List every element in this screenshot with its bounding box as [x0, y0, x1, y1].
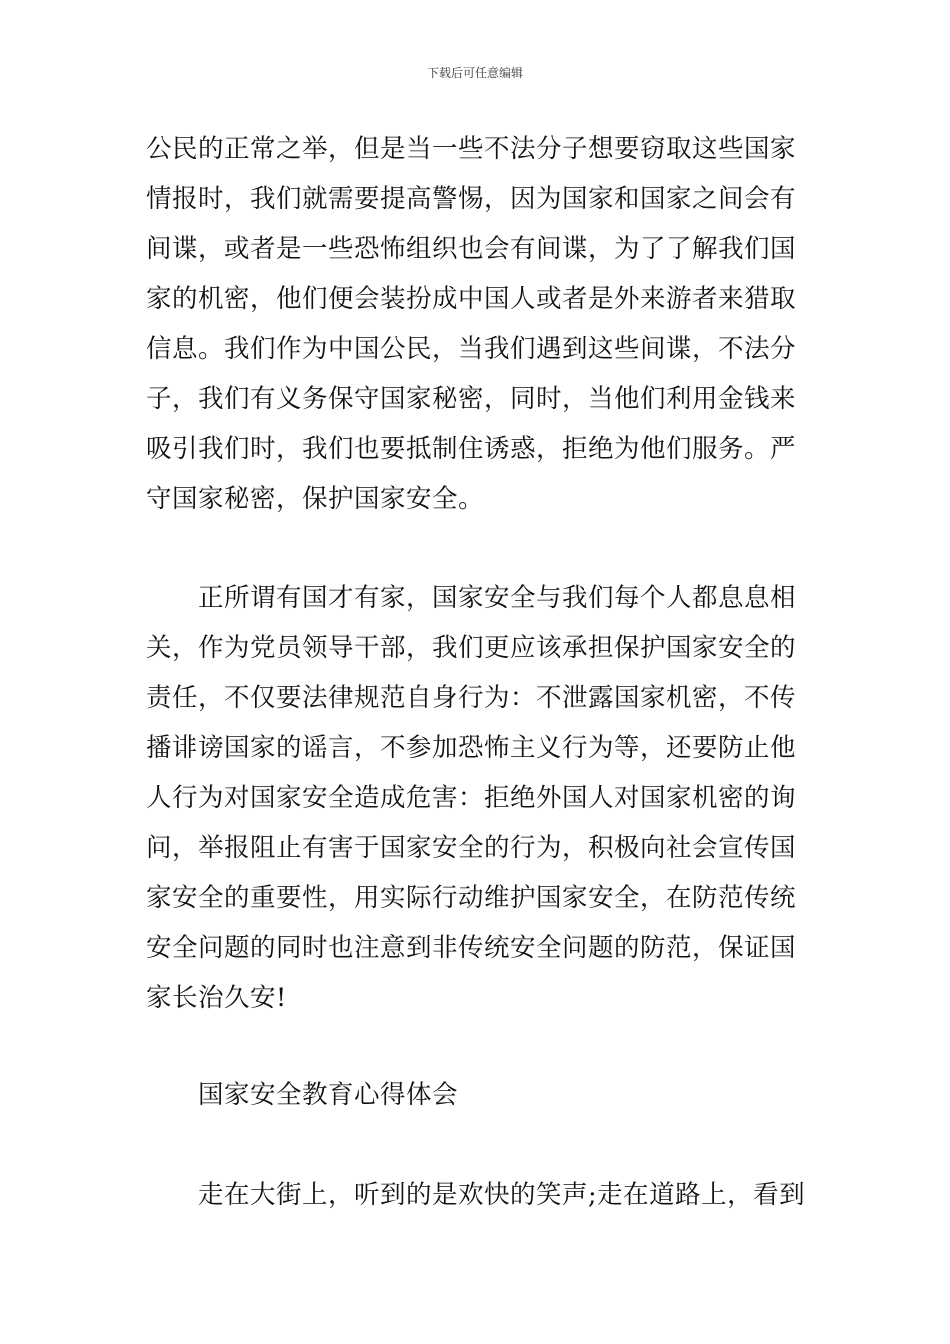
paragraph-line: 吸引我们时，我们也要抵制住诱惑，拒绝为他们服务。严: [146, 434, 797, 464]
paragraph-line: 问，举报阻止有害于国家安全的行为，积极向社会宣传国: [146, 833, 797, 863]
paragraph-3: [146, 1170, 806, 1220]
paragraph-1: [146, 124, 806, 524]
section-heading-text: 国家安全教育心得体会: [146, 1080, 459, 1110]
paragraph-line: 间谍，或者是一些恐怖组织也会有间谍，为了了解我们国: [146, 234, 797, 264]
paragraph-line: 关，作为党员领导干部，我们更应该承担保护国家安全的: [146, 633, 797, 663]
paragraph-line: 家长治久安!: [146, 983, 287, 1013]
section-heading: [146, 1070, 806, 1120]
paragraph-line: 家的机密，他们便会装扮成中国人或者是外来游者来猎取: [146, 284, 797, 314]
page-header: 下载后可任意编辑: [426, 66, 523, 80]
paragraph-line: 情报时，我们就需要提高警惕，因为国家和国家之间会有: [146, 184, 797, 214]
paragraph-line: 走在大街上，听到的是欢快的笑声;走在道路上，看到: [146, 1180, 806, 1210]
paragraph-line: 人行为对国家安全造成危害：拒绝外国人对国家机密的询: [146, 783, 797, 813]
paragraph-line: 公民的正常之举，但是当一些不法分子想要窃取这些国家: [146, 134, 797, 164]
paragraph-line: 守国家秘密，保护国家安全。: [146, 484, 485, 514]
paragraph-2: [146, 573, 806, 1023]
paragraph-line: 家安全的重要性，用实际行动维护国家安全，在防范传统: [146, 883, 797, 913]
paragraph-line: 安全问题的同时也注意到非传统安全问题的防范，保证国: [146, 933, 797, 963]
paragraph-line: 责任，不仅要法律规范自身行为：不泄露国家机密，不传: [146, 683, 797, 713]
paragraph-line: 播诽谤国家的谣言，不参加恐怖主义行为等，还要防止他: [146, 733, 797, 763]
paragraph-line: 信息。我们作为中国公民，当我们遇到这些间谍，不法分: [146, 334, 797, 364]
paragraph-line: 子，我们有义务保守国家秘密，同时，当他们利用金钱来: [146, 384, 797, 414]
paragraph-line: 正所谓有国才有家，国家安全与我们每个人都息息相: [146, 583, 797, 613]
